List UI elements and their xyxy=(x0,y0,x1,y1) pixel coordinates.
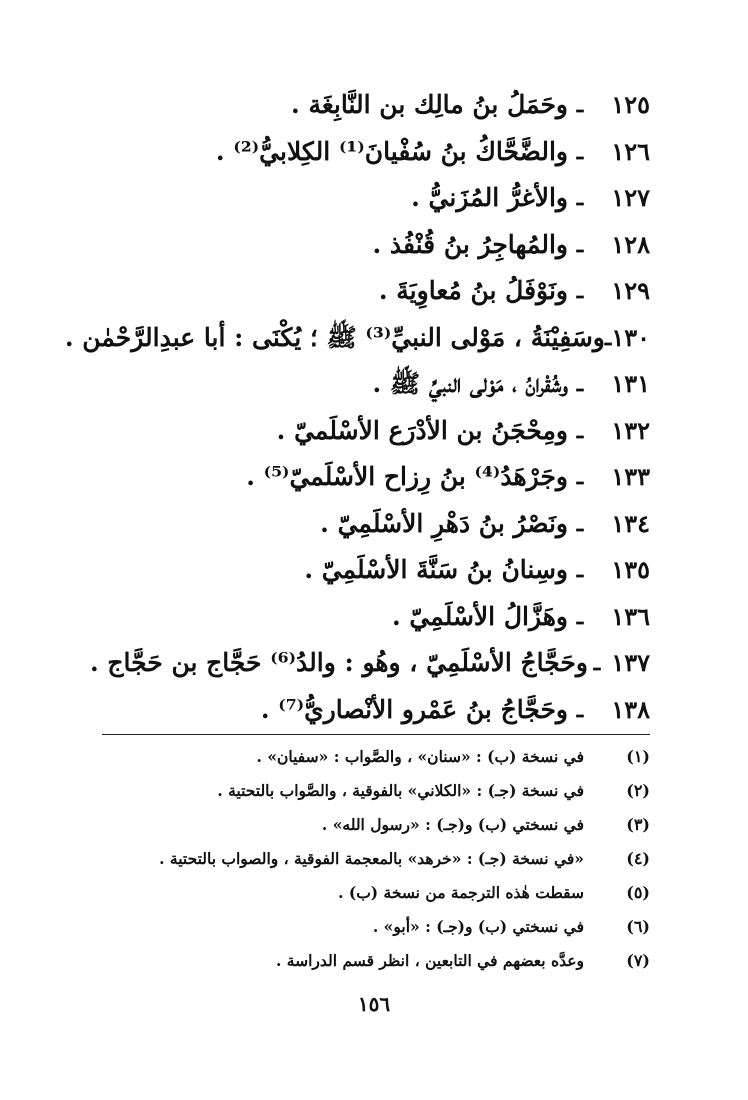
entry-dash: ـ xyxy=(576,278,584,304)
footnote-number: (٢) xyxy=(626,781,650,800)
footnote-1 xyxy=(90,740,650,774)
entry-dash: ـ xyxy=(593,650,601,676)
entry-text: ونَوْفَلُ بنُ مُعاوِيَةَ . xyxy=(378,276,568,305)
entry-text: وحَجَّاجُ الأسْلَمِيّ ، وهُو : والدُ⁽⁶⁾ حَجَّاج بن حَجَّاج . xyxy=(90,648,588,677)
footnote-number: (٥) xyxy=(626,883,650,902)
entry-text: وسِنانُ بنُ سَنَّةَ الأسْلَمِيّ . xyxy=(304,555,568,584)
footnote-number: (٧) xyxy=(626,951,650,970)
footnote-divider xyxy=(102,734,650,735)
entry-text: وسَفِيْنَةُ ، مَوْلى النبيِّ⁽³⁾ ﷺ ؛ يُكْنَى : أبا عبدِالرَّحْمٰن . xyxy=(64,322,605,352)
entry-number: ١٣١ xyxy=(611,369,650,398)
entry-dash: ـ xyxy=(576,696,584,723)
entry-134 xyxy=(90,501,650,548)
entry-132 xyxy=(90,408,650,455)
footnote-3 xyxy=(90,808,650,842)
entry-dash: ـ xyxy=(576,417,584,444)
entry-dash: ـ xyxy=(576,138,584,165)
entry-number: ١٣٢ xyxy=(611,415,650,445)
entry-text: ومِحْجَنُ بن الأدْرَع الأسْلَميّ . xyxy=(276,415,568,445)
footnote-6 xyxy=(90,910,650,944)
entry-number: ١٣٨ xyxy=(611,694,650,724)
entry-dash: ـ xyxy=(576,92,584,118)
entry-136 xyxy=(90,594,650,641)
footnote-text: «في نسخة (جـ) : «خرهد» بالمعجمة الفوقية ، والصواب بالتحتية . xyxy=(159,849,584,868)
entry-dash: ـ xyxy=(604,324,612,351)
entry-number: ١٣٧ xyxy=(611,648,650,677)
entry-number: ١٢٧ xyxy=(611,183,650,212)
entry-text: وهَزَّالُ الأسْلَمِيّ . xyxy=(392,601,568,631)
footnote-text: في نسخة (جـ) : «الكلاني» بالفوقية ، والصَّواب بالتحتية . xyxy=(217,781,584,800)
entry-text: وحَجَّاجُ بنُ عَمْرو الأنْصاريُّ⁽⁷⁾ . xyxy=(260,694,568,724)
entry-text: وشُقْرانُ ، مَوْلى النبيِّ ﷺ . xyxy=(372,369,568,398)
footnote-number: (٦) xyxy=(626,917,650,936)
entry-number: ١٣٤ xyxy=(611,508,650,538)
entry-number: ١٣٠ xyxy=(611,322,650,352)
entry-dash: ـ xyxy=(576,557,584,583)
footnote-7 xyxy=(90,944,650,978)
footnote-text: وعدَّه بعضهم في التابعين ، انظر قسم الدراسة . xyxy=(276,951,584,970)
footnote-2 xyxy=(90,774,650,808)
entry-number: ١٣٣ xyxy=(611,462,650,491)
footnote-text: في نسختي (ب) و(جـ) : «أبو» . xyxy=(372,917,584,936)
entry-dash: ـ xyxy=(576,185,584,211)
entry-127 xyxy=(90,175,650,222)
entry-text: والمُهاجِرُ بنُ قُنْفُذ . xyxy=(372,229,568,259)
entry-text: والضَّحَّاكُ بنُ سُفْيانَ⁽¹⁾ الكِلابيُّ⁽²⁾ . xyxy=(215,136,568,166)
page-number: ١٥٦ xyxy=(357,992,391,1016)
entry-text: وحَمَلُ بنُ مالِك بن النَّابِغَة . xyxy=(291,90,568,119)
footnote-number: (٤) xyxy=(626,849,650,868)
entry-number: ١٣٥ xyxy=(611,555,650,584)
entry-131 xyxy=(90,361,650,408)
entry-126 xyxy=(90,129,650,176)
entry-text: ونَصْرُ بنُ دَهْرِ الأسْلَمِيّ . xyxy=(320,508,568,538)
footnote-5 xyxy=(90,876,650,910)
entry-dash: ـ xyxy=(576,510,584,537)
entry-text: وجَرْهَدُ⁽⁴⁾ بنُ رِزاح الأسْلَميّ⁽⁵⁾ . xyxy=(246,462,568,491)
footnote-text: في نسختي (ب) و(جـ) : «رسول الله» . xyxy=(321,815,584,834)
entry-133 xyxy=(90,454,650,501)
entry-130 xyxy=(64,315,650,362)
entry-135 xyxy=(90,547,650,594)
entry-dash: ـ xyxy=(576,371,584,397)
entry-dash: ـ xyxy=(576,464,584,490)
footnote-number: (٣) xyxy=(626,815,650,834)
entry-text: والأغرُّ المُزَنيُّ . xyxy=(411,183,568,212)
entry-137 xyxy=(90,640,650,687)
footnote-text: سقطت هٰذه الترجمة من نسخة (ب) . xyxy=(338,883,584,902)
entry-number: ١٢٨ xyxy=(611,229,650,259)
entry-number: ١٢٩ xyxy=(611,276,650,305)
entry-number: ١٣٦ xyxy=(611,601,650,631)
entry-dash: ـ xyxy=(576,603,584,630)
footnotes-list xyxy=(90,740,650,978)
entry-dash: ـ xyxy=(576,231,584,258)
footnote-number: (١) xyxy=(626,747,650,766)
entry-129 xyxy=(90,268,650,315)
footnote-4 xyxy=(90,842,650,876)
entry-138 xyxy=(90,687,650,734)
entry-125 xyxy=(90,82,650,129)
entry-number: ١٢٥ xyxy=(611,90,650,119)
entry-128 xyxy=(90,222,650,269)
entries-list xyxy=(64,82,650,733)
footnote-text: في نسخة (ب) : «سنان» ، والصَّواب : «سفيان» . xyxy=(256,747,584,766)
entry-number: ١٢٦ xyxy=(611,136,650,166)
